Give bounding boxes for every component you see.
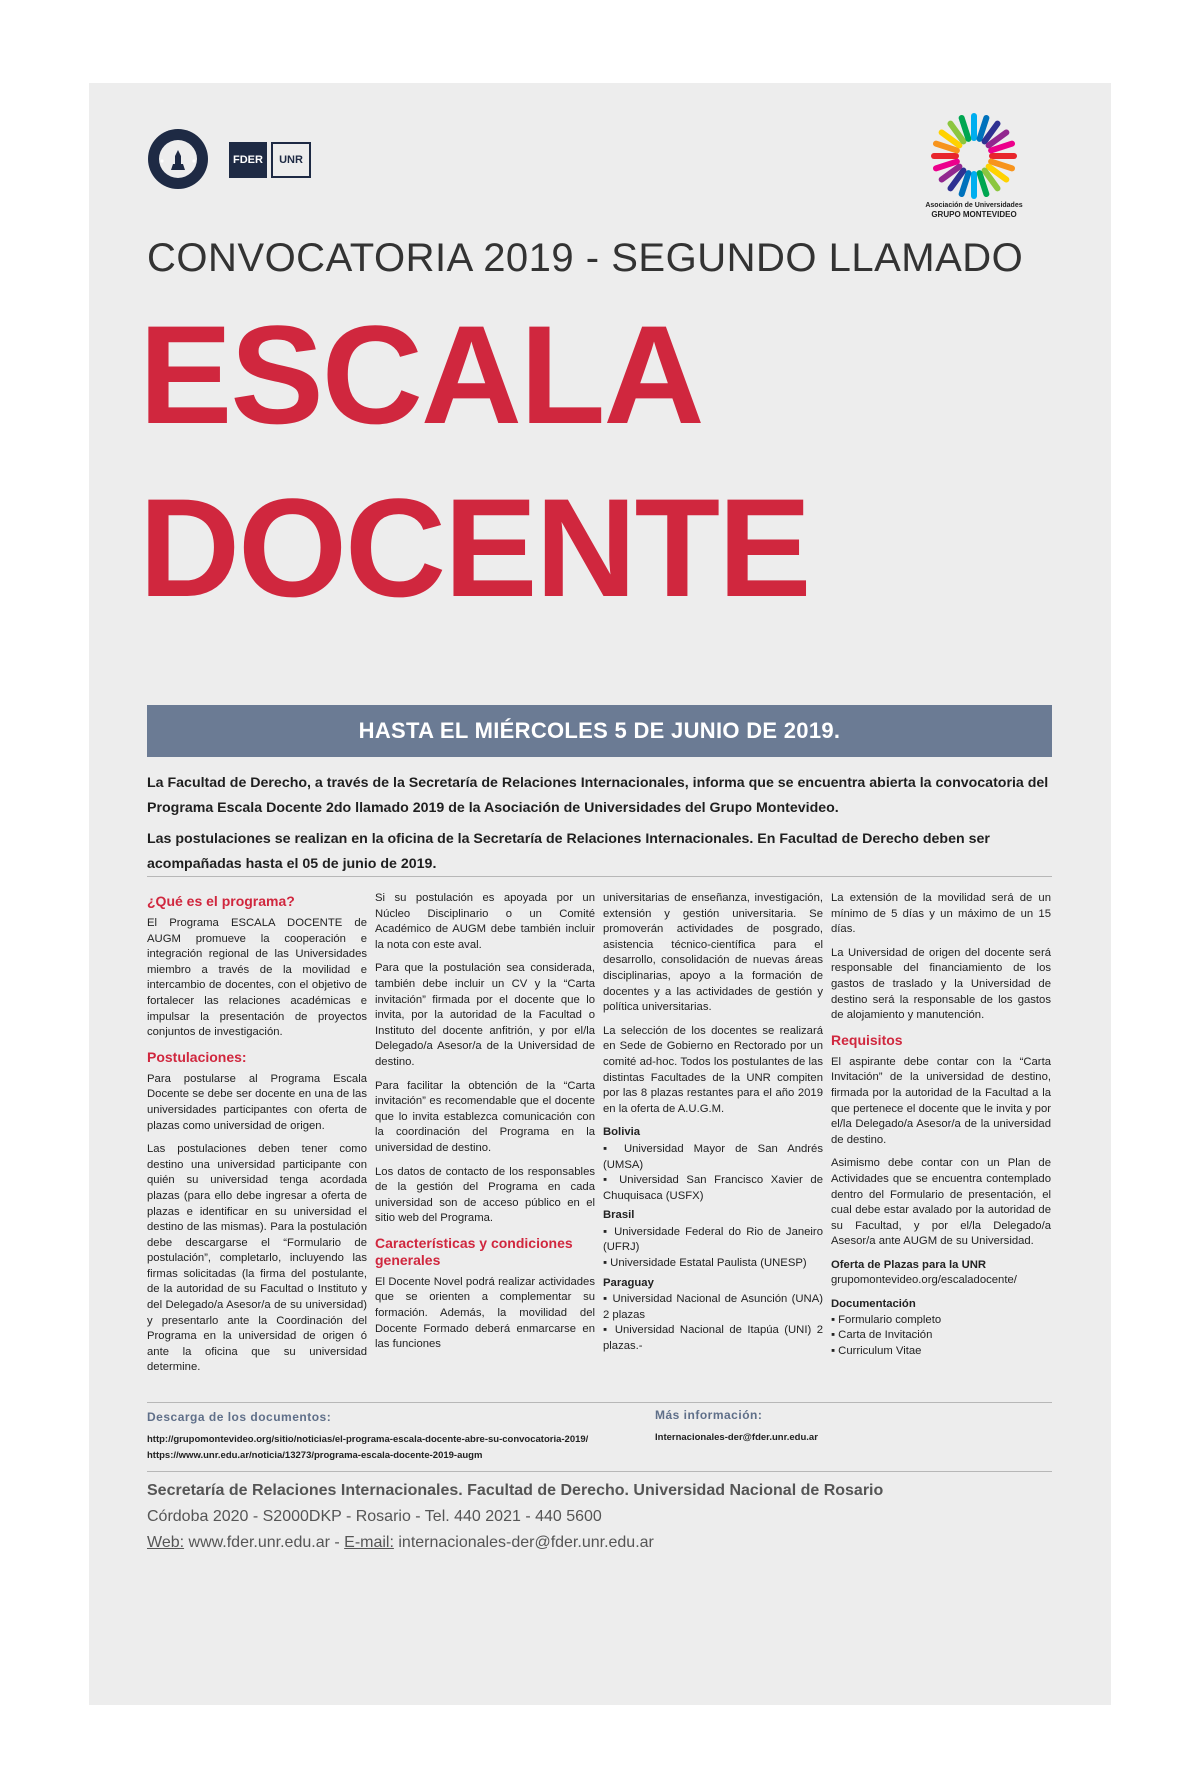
list-item: ▪ Curriculum Vitae [831,1344,1051,1360]
paragraph: El Docente Novel podrá realizar actividades que se orienten a complementar su formación. Además, la movilidad del Docente Formado deberá enmarcarse en las funciones [375,1275,595,1351]
downloads-section [147,1410,667,1464]
section-heading-program: ¿Qué es el programa? [147,893,295,909]
unr-logo-box: UNR [271,142,311,178]
list-item: ▪ Universidad Nacional de Asunción (UNA) 2 plazas [603,1292,823,1323]
docs-label: Documentación [831,1298,916,1311]
list-item: ▪ Universidade Estatal Paulista (UNESP) [603,1256,823,1272]
augm-caption [919,201,1029,219]
divider [147,1471,1052,1472]
list-item: ▪ Universidad Mayor de San Andrés (UMSA) [603,1142,823,1173]
list-item: ▪ Universidade Federal do Rio de Janeiro (UFRJ) [603,1225,823,1256]
section-heading-characteristics: Características y condiciones generales [375,1234,573,1268]
fder-unr-logo [229,142,311,178]
deadline-bar: HASTA EL MIÉRCOLES 5 DE JUNIO DE 2019. [147,705,1052,757]
web-url[interactable]: www.fder.unr.edu.ar - [184,1534,345,1551]
unr-seal-icon [147,128,209,190]
paragraph: Si su postulación es apoyada por un Núcleo Disciplinario o un Comité Académico de AUGM debe también incluir la nota con este aval. [375,892,595,951]
title-line-1: ESCALA [139,296,703,453]
more-info-label: Más información: [655,1408,763,1422]
paragraph: universitarias de enseñanza, investigación, extensión y gestión universitaria. Se promoverán actividades de posgrado, asistencia técnico-científica para el desarrollo, consolidación de nuevas áreas disciplinarias, apoyo a la formación de docentes y a las actividades de gestión y política universitarias. [603,892,823,1014]
footer-contact [147,1530,1052,1556]
docs-list [831,1313,1051,1360]
list-item: ▪ Formulario completo [831,1313,1051,1329]
footer-email[interactable]: internacionales-der@fder.unr.edu.ar [393,1534,654,1551]
divider [147,1402,1052,1403]
column-4 [831,891,1051,1391]
email-label: E-mail: [344,1534,394,1551]
intro-paragraph-2: Las postulaciones se realizan en la oficina de la Secretaría de Relaciones Internacionales. En Facultad de Derecho deben ser acompañadas hasta el 05 de junio de 2019. [147,831,990,872]
country-label: Bolivia [603,1126,641,1139]
university-list [603,1142,823,1204]
list-item: ▪ Universidad Nacional de Itapúa (UNI) 2 plazas.- [603,1323,823,1354]
divider [147,876,1052,877]
intro [147,771,1052,883]
paragraph: Para que la postulación sea considerada, también debe incluir un CV y la “Carta invitación” firmada por el docente que lo invita, por la autoridad de la Facultad o Instituto del docente anfitrión, y por el/la Delegado/a Asesor/a de la Universidad de destino. [375,962,595,1068]
paragraph: El aspirante debe contar con la “Carta Invitación” de la universidad de destino, firmada por la autoridad de la Facultad a la que pertenece el docente que le invita y por el/la Delegado/a Asesor/a de la universidad de destino. [831,1055,1051,1146]
paragraph: La extensión de la movilidad será de un mínimo de 5 días y un máximo de un 15 días. [831,892,1051,936]
downloads-label: Descarga de los documentos: [147,1410,332,1424]
download-link-2[interactable]: https://www.unr.edu.ar/noticia/13273/programa-escala-docente-2019-augm [147,1450,483,1461]
fder-logo-box: FDER [229,142,267,178]
section-heading-requirements: Requisitos [831,1031,903,1048]
subtitle: CONVOCATORIA 2019 - SEGUNDO LLAMADO [147,236,1024,280]
list-item: ▪ Universidad San Francisco Xavier de Chuquisaca (USFX) [603,1173,823,1204]
paragraph: Para facilitar la obtención de la “Carta invitación” es recomendable que el docente que lo invita establezca comunicación con la coordinación del Programa en la universidad de destino. [375,1079,595,1154]
poster [89,83,1111,1705]
column-2 [375,891,595,1391]
title-line-2: DOCENTE [139,469,810,626]
column-1 [147,891,367,1391]
intro-paragraph-1: La Facultad de Derecho, a través de la Secretaría de Relaciones Internacionales, informa que se encuentra abierta la convocatoria del Programa Escala Docente 2do llamado 2019 de la Asociación de Universidades del Grupo Montevideo. [147,775,1049,816]
paragraph: La Universidad de origen del docente será responsable del financiamiento de los gastos de traslado y la Universidad de destino será la responsable de los gastos de alojamiento y manutención. [831,946,1051,1022]
more-info-email[interactable]: Internacionales-der@fder.unr.edu.ar [655,1432,818,1443]
footer-institution: Secretaría de Relaciones Internacionales. Facultad de Derecho. Universidad Nacional de Rosario [147,1482,884,1499]
web-label: Web: [147,1534,185,1551]
paragraph: La selección de los docentes se realizará en Sede de Gobierno en Rectorado por un comité ad-hoc. Todos los postulantes de las distintas Facultades de la UNR compiten por las 8 plazas restantes para el año 2019 en la oferta de A.U.G.M. [603,1024,823,1115]
paragraph: Los datos de contacto de los responsables de la gestión del Programa en cada universidad son de acceso público en el sitio web del Programa. [375,1165,595,1225]
download-link-1[interactable]: http://grupomontevideo.org/sitio/noticias/el-programa-escala-docente-abre-su-convocatoria-2019/ [147,1434,589,1445]
paragraph: El Programa ESCALA DOCENTE de AUGM promueve la cooperación e integración regional de las Universidades miembro a través de la movilidad e intercambio de docentes, con el objetivo de fortalecer las relaciones académicas e impulsar la presentación de proyectos conjuntos de investigación. [147,917,367,1039]
offer-label: Oferta de Plazas para la UNR [831,1258,987,1271]
footer-address: Córdoba 2020 - S2000DKP - Rosario - Tel. 440 2021 - 440 5600 [147,1508,602,1525]
augm-logo [919,111,1029,219]
body-columns [147,891,1052,1391]
paragraph: Las postulaciones deben tener como destino una universidad participante con quién su universidad tenga acordada plazas (para ello debe ingresar a oferta de plazas e identificar en su universidad el destino de las mismas). Para la postulación debe descargarse el “Formulario de postulación”, completarlo, incluyendo las firmas solicitadas (la firma del postulante, de la autoridad de su Facultad o Instituto y del Delegado/a Asesor/a de su universidad) y presentarlo ante la Coordinación del Programa en la universidad de origen ó ante la oficina que su universidad determine. [147,1143,367,1374]
country-label: Paraguay [603,1276,654,1289]
list-item: ▪ Carta de Invitación [831,1328,1051,1344]
more-info-section [655,1408,1035,1446]
footer [147,1478,1052,1556]
augm-line2: GRUPO MONTEVIDEO [931,210,1017,219]
augm-flower-icon [929,111,1019,201]
paragraph: Asimismo debe contar con un Plan de Actividades que se encuentra contemplado dentro del Formulario de presentación, el cual debe estar avalado por la autoridad de su Facultad, y por el/la Delegado/a Asesor/a ante AUGM de su Universidad. [831,1157,1051,1248]
section-heading-applications: Postulaciones: [147,1048,247,1065]
country-label: Brasil [603,1209,635,1222]
offer-url[interactable]: grupomontevideo.org/escaladocente/ [831,1274,1017,1287]
paragraph: Para postularse al Programa Escala Docente se debe ser docente en una de las universidades participantes con oferta de plazas como universidad de origen. [147,1072,367,1132]
column-3 [603,891,823,1391]
university-list [603,1292,823,1354]
university-list [603,1225,823,1272]
augm-line1: Asociación de Universidades [925,202,1023,209]
